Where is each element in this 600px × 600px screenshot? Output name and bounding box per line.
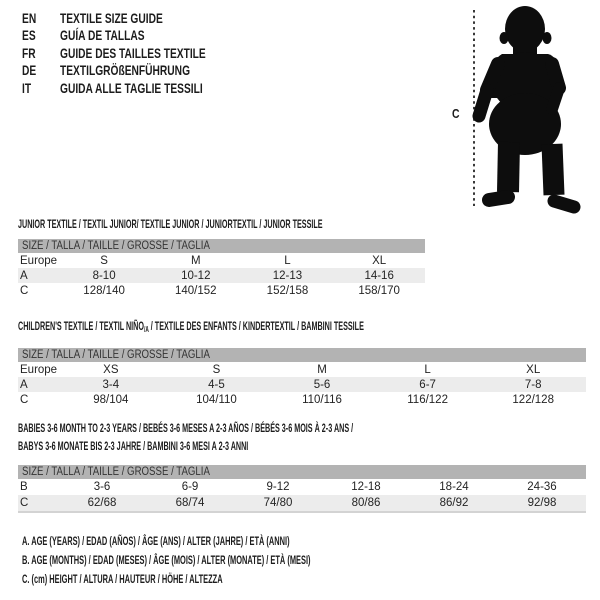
- row-label: Europe: [20, 254, 58, 267]
- table-cell: 68/74: [175, 497, 205, 509]
- legend-text: A. AGE (YEARS) / EDAD (AÑOS) / ÂGE (ANS) / ALTER (JAHRE) / ETÀ (ANNI): [22, 533, 290, 548]
- table-title-text: [18, 438, 248, 456]
- row-label: C: [20, 393, 29, 406]
- table-cell: XL: [526, 363, 541, 376]
- table-cell: 3-6: [93, 481, 111, 493]
- language-guide-title: TEXTILE SIZE GUIDE: [60, 9, 163, 26]
- table-cell: 104/110: [196, 393, 237, 406]
- table-title: [18, 318, 594, 339]
- language-row: [22, 44, 260, 62]
- table-title-line: [18, 438, 577, 456]
- table-title-segment: JUNIOR TEXTILE / TEXTIL JUNIOR/ TEXTILE JUNIOR / JUNIORTEXTIL / JUNIOR TESSILE: [18, 217, 323, 231]
- table-cell: S: [100, 254, 108, 267]
- language-row: [22, 62, 260, 80]
- table-cell: 6-7: [419, 378, 436, 391]
- table-cell: 5-6: [313, 378, 331, 391]
- language-code-text: EN: [22, 9, 37, 26]
- language-code-text: IT: [22, 79, 32, 96]
- table-cell: 74/80: [263, 497, 293, 509]
- table-cell: 86/92: [439, 497, 469, 509]
- table-title-segment: / TEXTILE DES ENFANTS / KINDERTEXTIL / BAMBINI TESSILE: [148, 319, 364, 333]
- table-title-line: [18, 216, 526, 234]
- size-table: [18, 348, 586, 407]
- table-cell: 158/170: [358, 284, 400, 297]
- table-row: [18, 283, 425, 298]
- language-code: [22, 80, 60, 96]
- table-cell: 12-13: [272, 269, 303, 282]
- row-label: A: [20, 269, 28, 282]
- table-cell: 3-4: [102, 378, 120, 391]
- table-cell: 4-5: [208, 378, 225, 391]
- legend-row: [22, 550, 487, 569]
- row-label: A: [20, 378, 28, 391]
- table-row: [18, 495, 586, 511]
- table-cell: 10-12: [181, 269, 211, 282]
- size-header-bar: [18, 239, 425, 253]
- row-label: C: [20, 284, 29, 297]
- language-code: [22, 45, 60, 61]
- size-table: [18, 239, 425, 298]
- table-row: [18, 392, 586, 407]
- table-row: [18, 377, 586, 392]
- row-label: B: [20, 481, 28, 493]
- language-guide-title: GUÍA DE TALLAS: [60, 27, 145, 44]
- table-cell: L: [284, 254, 291, 267]
- legend-row: [22, 569, 487, 588]
- table-title-segment: CHILDREN'S TEXTILE / TEXTIL NIÑO: [18, 319, 144, 333]
- size-header-bar: [18, 465, 586, 479]
- language-code-text: FR: [22, 44, 36, 61]
- language-code: [22, 10, 60, 26]
- table-cell: L: [424, 363, 431, 376]
- table-title-text: [18, 420, 353, 438]
- table-row: [18, 362, 586, 377]
- legend-text: B. AGE (MONTHS) / EDAD (MESES) / ÂGE (MOIS) / ALTER (MONATE) / ETÀ (MESI): [22, 552, 311, 567]
- table-cell: 9-12: [266, 481, 290, 493]
- table-cell: S: [212, 363, 221, 376]
- table-row: [18, 479, 586, 495]
- table-title-segment: BABYS 3-6 MONATE BIS 2-3 JAHRE / BAMBINI 3-6 MESI A 2-3 ANNI: [18, 438, 249, 453]
- table-cell: 140/152: [174, 284, 217, 297]
- table-cell: 92/98: [527, 497, 557, 509]
- language-guide-title: GUIDA ALLE TAGLIE TESSILI: [60, 79, 203, 96]
- table-cell: 7-8: [524, 378, 542, 391]
- table-title: [18, 420, 577, 455]
- row-label: Europe: [20, 363, 58, 376]
- table-cell: XL: [372, 254, 387, 267]
- table-cell: 62/68: [87, 497, 117, 509]
- table-title-text: [18, 216, 323, 234]
- language-code: [22, 62, 60, 78]
- legend-text: C. (cm) HEIGHT / ALTURA / HAUTEUR / HÖHE / ALTEZZA: [22, 571, 223, 586]
- baby-silhouette-image: [462, 2, 598, 216]
- table-cell: 8-10: [92, 269, 116, 282]
- size-header-text: SIZE / TALLA / TAILLE / GRÖSSE / TAGLIA: [22, 466, 210, 478]
- table-title-line: [18, 420, 577, 438]
- table-row: [18, 268, 425, 283]
- table-title-line: [18, 318, 594, 339]
- table-cell: M: [317, 363, 327, 376]
- table-title-segment: BABIES 3-6 MONTH TO 2-3 YEARS / BEBÉS 3-6 MESES A 2-3 AÑOS / BÉBÉS 3-6 MOIS À 2-3 ANS /: [18, 421, 354, 435]
- size-header-bar: [18, 348, 586, 362]
- language-code-text: DE: [22, 62, 37, 79]
- legend-row: [22, 531, 487, 550]
- table-title: [18, 216, 526, 234]
- table-cell: 98/104: [93, 393, 129, 406]
- table-cell: 18-24: [439, 481, 469, 493]
- row-label: C: [20, 497, 29, 509]
- table-cell: 14-16: [364, 269, 394, 282]
- table-cell: 122/128: [512, 393, 554, 406]
- table-cell: 128/140: [83, 284, 125, 297]
- language-row: [22, 9, 260, 27]
- table-row: [18, 253, 425, 268]
- size-table: [18, 465, 586, 513]
- size-header-text: SIZE / TALLA / TAILLE / GRÖSSE / TAGLIA: [22, 240, 210, 252]
- language-title-list: [22, 9, 260, 97]
- table-cell: 12-18: [351, 481, 381, 493]
- language-row: [22, 79, 260, 97]
- table-cell: 116/122: [407, 393, 448, 406]
- table-cell: XS: [103, 363, 119, 376]
- language-code: [22, 27, 60, 43]
- baby-figure: [462, 2, 598, 216]
- table-cell: M: [190, 254, 201, 267]
- size-header-text: SIZE / TALLA / TAILLE / GRÖSSE / TAGLIA: [22, 349, 210, 361]
- table-cell: 24-36: [527, 481, 557, 493]
- table-cell: 6-9: [181, 481, 199, 493]
- language-row: [22, 27, 260, 45]
- table-title-subscript: /A: [143, 325, 149, 334]
- table-cell: 152/158: [266, 284, 309, 297]
- table-cell: 80/86: [351, 497, 381, 509]
- height-measure-label: C: [452, 106, 460, 121]
- language-guide-title: GUIDE DES TAILLES TEXTILE: [60, 44, 206, 61]
- measurement-legend: [22, 531, 487, 588]
- language-code-text: ES: [22, 27, 36, 44]
- table-title-text: [18, 318, 364, 339]
- table-cell: 110/116: [302, 393, 342, 406]
- language-guide-title: TEXTILGRÖßENFÜHRUNG: [60, 62, 191, 79]
